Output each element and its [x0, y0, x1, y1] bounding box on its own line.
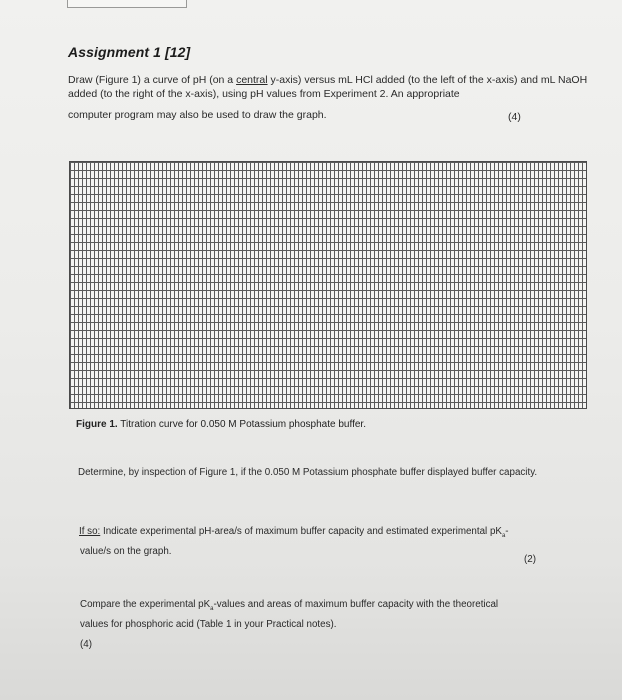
if-so-marks: (2) [524, 554, 536, 565]
assignment-marks: (4) [508, 111, 521, 123]
if-so-label: If so: [79, 526, 101, 537]
figure-label: Figure 1. [76, 419, 118, 430]
assignment-instruction [68, 73, 588, 101]
assignment-title: Assignment 1 [12] [68, 44, 191, 60]
pka-subscript: a [501, 533, 506, 539]
figure-caption-text: Titration curve for 0.050 M Potassium phosphate buffer. [117, 419, 366, 430]
compare-pka-subscript: a [210, 606, 214, 612]
if-so-line-2: value/s on the graph. [80, 546, 172, 557]
instruction-line-3: computer program may also be used to draw the graph. [68, 109, 327, 121]
question-if-so [79, 526, 559, 542]
instruction-text-end: y-axis) versus mL HCl added (to the left of the x-axis) and mL NaOH added (to the right of the x-axis), using pH values from Experiment 2. An appropriate [68, 74, 588, 100]
compare-line-2: values for phosphoric acid (Table 1 in your Practical notes). [80, 619, 337, 630]
question-compare [80, 599, 550, 615]
if-so-text: Indicate experimental pH-area/s of maximum buffer capacity and estimated experimental pK [100, 526, 502, 537]
instruction-text-start: Draw (Figure 1) a curve of pH (on a [68, 74, 237, 86]
instruction-underlined-word: central [236, 74, 268, 86]
graph-paper-grid [69, 161, 587, 409]
compare-marks: (4) [80, 639, 92, 650]
previous-page-table-edge [67, 0, 187, 8]
compare-text-end: -values and areas of maximum buffer capacity with the theoretical [213, 599, 499, 610]
compare-text-start: Compare the experimental pK [80, 599, 211, 610]
question-buffer-capacity: Determine, by inspection of Figure 1, if the 0.050 M Potassium phosphate buffer displayed buffer capacity. [78, 467, 538, 478]
if-so-dash: - [505, 526, 509, 537]
figure-caption [76, 419, 366, 430]
